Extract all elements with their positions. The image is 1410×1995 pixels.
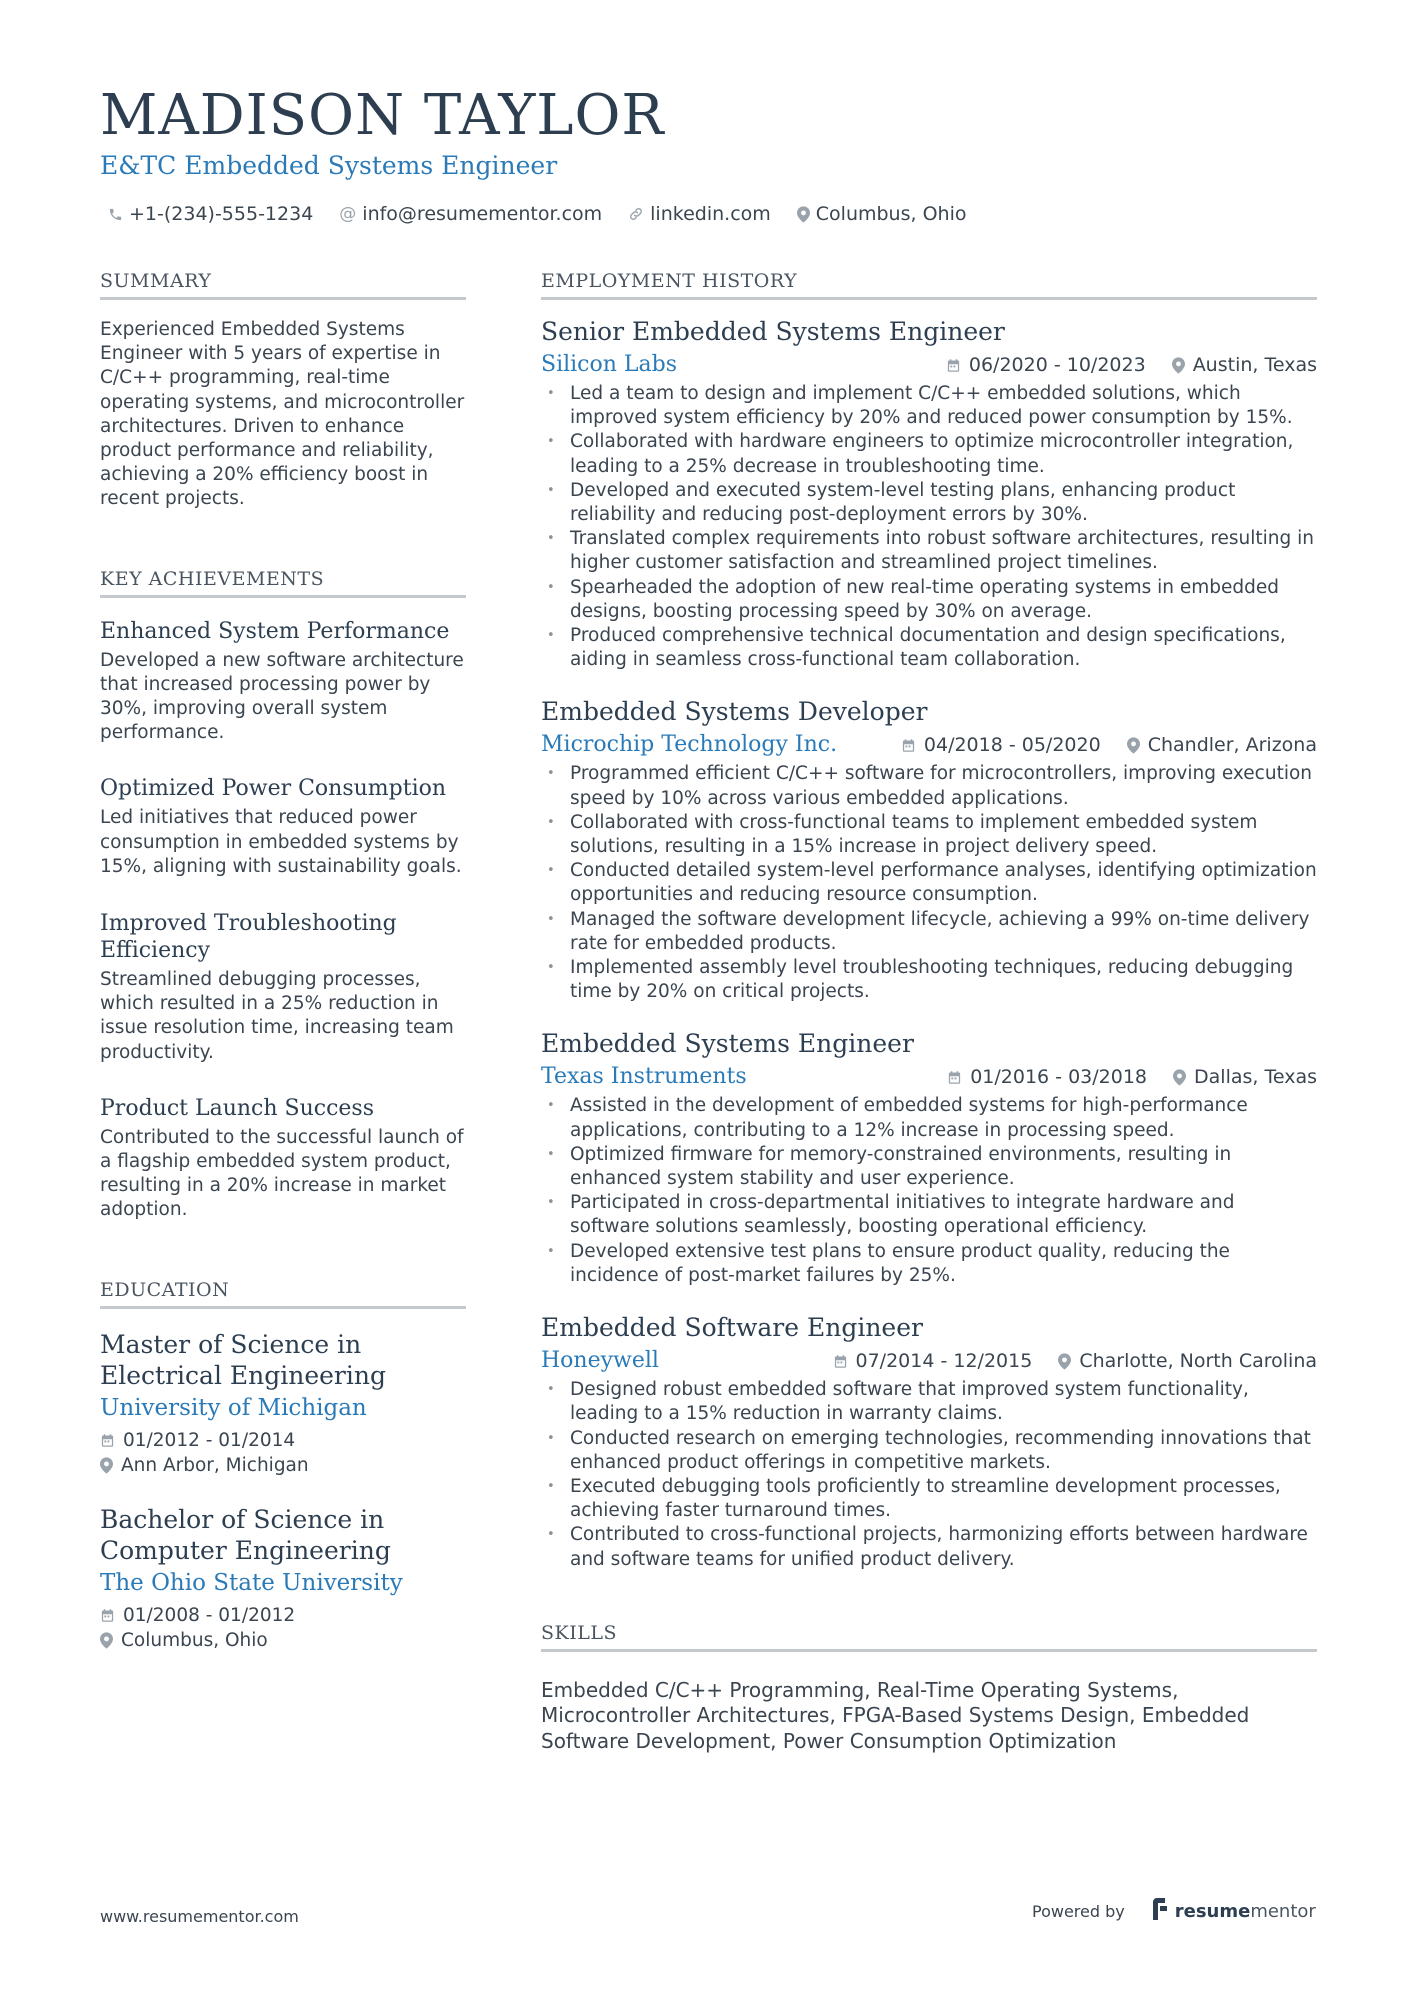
job-bullet: • Developed and executed system-level testing plans, enhancing product reliability and reducing post-deployment errors by 30%.	[541, 479, 1317, 527]
education-school: University of Michigan	[100, 1394, 367, 1421]
achievement-desc: Contributed to the successful launch of a flagship embedded system product, resulting in a 20% increase in market adoption.	[100, 1126, 464, 1221]
calendar-icon	[833, 1354, 848, 1369]
job-bullet: • Spearheaded the adoption of new real-time operating systems in embedded designs, boosting processing speed by 30% on average.	[541, 576, 1317, 624]
job-dates-text: 04/2018 - 05/2020	[923, 734, 1101, 757]
powered-by-label: Powered by	[1032, 1902, 1125, 1921]
job-meta	[946, 354, 1317, 376]
education-location	[100, 1453, 466, 1478]
location-pin-icon	[100, 1632, 113, 1649]
education-location	[100, 1628, 466, 1653]
job-bullet: • Participated in cross-departmental initiatives to integrate hardware and software solutions seamlessly, boosting operational efficiency.	[541, 1191, 1317, 1239]
job-bullet: • Executed debugging tools proficiently to streamline development processes, achieving faster turnaround times.	[541, 1475, 1317, 1523]
skills-heading: SKILLS	[541, 1620, 1317, 1652]
footer-website[interactable]: www.resumementor.com	[100, 1907, 299, 1926]
calendar-icon	[946, 358, 961, 373]
calendar-icon	[947, 1070, 962, 1085]
job-bullet: • Programmed efficient C/C++ software for microcontrollers, improving execution speed by 10% across various embedded applications.	[541, 762, 1317, 810]
job-location	[1172, 354, 1317, 376]
phone-text: +1-(234)-555-1234	[129, 203, 314, 225]
job-entry	[541, 1312, 1317, 1572]
calendar-icon	[100, 1608, 115, 1623]
job-bullet: • Implemented assembly level troubleshooting techniques, reducing debugging time by 20% on critical projects.	[541, 956, 1317, 1004]
achievements-heading: KEY ACHIEVEMENTS	[100, 566, 466, 598]
achievement-item	[100, 1095, 466, 1223]
job-row	[541, 1062, 1317, 1092]
location-pin-icon	[1127, 737, 1140, 754]
phone-icon	[108, 207, 123, 222]
linkedin-text: linkedin.com	[650, 203, 771, 225]
education-location-text: Ann Arbor, Michigan	[121, 1454, 309, 1476]
summary-heading: SUMMARY	[100, 268, 466, 300]
job-title: Embedded Software Engineer	[541, 1313, 923, 1343]
job-bullet: • Led a team to design and implement C/C++ embedded solutions, which improved system efficiency by 20% and reduced power consumption by 15%.	[541, 382, 1317, 430]
employment-heading: EMPLOYMENT HISTORY	[541, 268, 1317, 300]
job-bullets	[541, 1094, 1317, 1288]
skills-text: Embedded C/C++ Programming, Real-Time Operating Systems, Microcontroller Architectures, FPGA-Based Systems Design, Embedded Software Development, Power Consumption Optimization	[541, 1677, 1250, 1753]
job-entry	[541, 696, 1317, 1004]
job-bullet: • Conducted detailed system-level performance analyses, identifying optimization opportunities and reducing resource consumption.	[541, 859, 1317, 907]
job-meta	[833, 1350, 1318, 1372]
achievement-item	[100, 910, 466, 1065]
location-pin-icon	[1173, 1069, 1186, 1086]
job-row	[541, 730, 1317, 760]
education-school: The Ohio State University	[100, 1569, 403, 1596]
job-bullet: • Translated complex requirements into robust software architectures, resulting in higher customer satisfaction and streamlined project timelines.	[541, 527, 1317, 575]
job-title: Senior Embedded Systems Engineer	[541, 317, 1005, 346]
left-column	[100, 268, 466, 1653]
education-dates	[100, 1603, 466, 1628]
achievement-title: Improved Troubleshooting Efficiency	[100, 911, 397, 964]
education-degree: Bachelor of Science in Computer Engineering	[100, 1504, 391, 1565]
job-company: Honeywell	[541, 1348, 659, 1374]
job-entry	[541, 316, 1317, 672]
contact-bar	[108, 200, 966, 228]
achievement-title: Optimized Power Consumption	[100, 776, 447, 802]
email-text: info@resumementor.com	[362, 203, 603, 225]
job-row	[541, 1346, 1317, 1376]
job-company: Texas Instruments	[541, 1064, 747, 1090]
location-pin-icon	[797, 206, 810, 223]
job-location-text: Charlotte, North Carolina	[1079, 1350, 1317, 1373]
contact-email[interactable]	[339, 200, 602, 228]
education-dates-text: 01/2008 - 01/2012	[123, 1604, 296, 1626]
job-bullets	[541, 382, 1317, 672]
job-row	[541, 350, 1317, 380]
education-dates	[100, 1428, 466, 1453]
location-pin-icon	[1058, 1353, 1071, 1370]
job-bullets	[541, 1378, 1317, 1572]
job-bullet: • Collaborated with cross-functional teams to implement embedded system solutions, resulting in a 15% increase in project delivery speed.	[541, 811, 1317, 859]
job-title: Embedded Systems Developer	[541, 697, 928, 727]
job-bullet: • Designed robust embedded software that improved system functionality, leading to a 15% reduction in warranty claims.	[541, 1378, 1317, 1426]
job-location-text: Chandler, Arizona	[1147, 734, 1317, 757]
education-location-text: Columbus, Ohio	[121, 1629, 268, 1651]
location-text: Columbus, Ohio	[815, 203, 967, 225]
job-bullet: • Optimized firmware for memory-constrained environments, resulting in enhanced system stability and user experience.	[541, 1143, 1317, 1191]
contact-phone[interactable]	[108, 200, 313, 228]
job-location-text: Dallas, Texas	[1194, 1066, 1317, 1089]
achievement-desc: Developed a new software architecture that increased processing power by 30%, improving overall system performance.	[100, 649, 464, 744]
location-pin-icon	[100, 1457, 113, 1474]
job-dates	[901, 734, 1101, 756]
achievement-title: Enhanced System Performance	[100, 618, 450, 644]
education-dates-text: 01/2012 - 01/2014	[123, 1429, 296, 1451]
job-location	[1058, 1350, 1317, 1372]
footer-powered-by	[1032, 1898, 1316, 1925]
job-company: Silicon Labs	[541, 352, 678, 377]
brand-name-light: mentor	[1250, 1901, 1316, 1922]
calendar-icon	[901, 738, 916, 753]
candidate-title: E&TC Embedded Systems Engineer	[100, 151, 558, 180]
job-location	[1127, 734, 1317, 756]
job-dates-text: 01/2016 - 03/2018	[970, 1066, 1148, 1089]
brand-logo[interactable]	[1151, 1898, 1316, 1925]
right-column	[541, 268, 1317, 1754]
at-icon: @	[339, 204, 357, 224]
job-meta	[947, 1066, 1317, 1088]
job-dates-text: 06/2020 - 10/2023	[968, 354, 1146, 376]
achievement-item	[100, 618, 466, 746]
education-degree: Master of Science in Electrical Engineering	[100, 1329, 386, 1390]
job-bullet: • Managed the software development lifecycle, achieving a 99% on-time delivery rate for embedded products.	[541, 908, 1317, 956]
location-pin-icon	[1172, 357, 1185, 374]
achievement-title: Product Launch Success	[100, 1095, 375, 1121]
contact-location	[797, 200, 967, 228]
job-bullet: • Developed extensive test plans to ensure product quality, reducing the incidence of post-market failures by 25%.	[541, 1240, 1317, 1288]
job-location	[1173, 1066, 1317, 1088]
brand-name-bold: resume	[1174, 1901, 1251, 1922]
job-bullet: • Contributed to cross-functional projects, harmonizing efforts between hardware and software teams for unified product delivery.	[541, 1523, 1317, 1571]
job-dates	[946, 354, 1146, 376]
brand-mark-icon	[1151, 1898, 1169, 1925]
job-bullet: • Conducted research on emerging technologies, recommending innovations that enhanced product offerings in competitive markets.	[541, 1427, 1317, 1475]
job-bullet: • Assisted in the development of embedded systems for high-performance applications, contributing to a 12% increase in processing speed.	[541, 1094, 1317, 1142]
job-location-text: Austin, Texas	[1192, 354, 1317, 376]
job-dates	[947, 1066, 1147, 1088]
education-heading: EDUCATION	[100, 1277, 466, 1309]
education-item	[100, 1329, 466, 1478]
achievement-desc: Led initiatives that reduced power consumption in embedded systems by 15%, aligning with sustainability goals.	[100, 807, 462, 877]
job-dates	[833, 1350, 1033, 1372]
job-bullets	[541, 762, 1317, 1004]
calendar-icon	[100, 1433, 115, 1448]
summary-text: Experienced Embedded Systems Engineer with 5 years of expertise in C/C++ programming, real-time operating systems, and microcontroller architectures. Driven to enhance product performance and reliability, achieving a 20% efficiency boost in recent projects.	[100, 319, 465, 510]
job-dates-text: 07/2014 - 12/2015	[855, 1350, 1033, 1373]
link-icon	[628, 206, 644, 222]
achievement-item	[100, 775, 466, 879]
job-company: Microchip Technology Inc.	[541, 732, 838, 758]
job-entry	[541, 1028, 1317, 1288]
job-meta	[901, 734, 1317, 756]
job-title: Embedded Systems Engineer	[541, 1029, 914, 1059]
job-bullet: • Collaborated with hardware engineers to optimize microcontroller integration, leading to a 25% decrease in troubleshooting time.	[541, 430, 1317, 478]
achievement-desc: Streamlined debugging processes, which resulted in a 25% reduction in issue resolution time, increasing team productivity.	[100, 969, 454, 1063]
job-bullet: • Produced comprehensive technical documentation and design specifications, aiding in seamless cross-functional team collaboration.	[541, 624, 1317, 672]
candidate-name: MADISON TAYLOR	[100, 83, 665, 148]
education-item	[100, 1504, 466, 1653]
contact-linkedin[interactable]	[628, 200, 771, 228]
